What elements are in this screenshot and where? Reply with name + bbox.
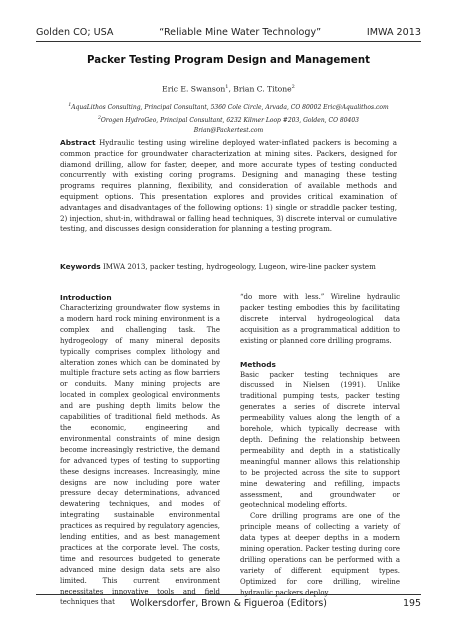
introduction-paragraph: Characterizing groundwater flow systems in a modern hard rock mining environment is a complex and challenging task. The hydrogeology of many mineral deposits typically comprises complex lithology and alteration zones which can be dominated by multiple fracture sets acting as flow barriers or conduits. Many mining projects are located in complex geological environments and are pushing depth limits below the capabilities of traditional field methods. As the economic, engineering and environmental constraints of mine design become increasingly restrictive, the demand for advanced types of testing to supporting these designs increases. Increasingly, mine designs are now including pore water pressure decay determinations, advanced dewatering techniques, and modes of integrating sustainable environmental practices as required by regulatory agencies, lending entities, and as best management practices at the corporate level. The costs, time and resources budgeted to generate advanced mine design data sets are also limited. This current environment necessitates innovative tools and field techniques that (60, 304, 220, 607)
affiliation-1-marker: 1 (68, 103, 72, 108)
author-line (36, 84, 421, 94)
affiliations (36, 101, 421, 137)
keywords-text: IMWA 2013, packer testing, hydrogeology, Lugeon, wire-line packer system (102, 262, 376, 271)
author-2-marker: 2 (291, 84, 295, 90)
affiliation-2-email: Brian@Packertest.com (193, 127, 264, 134)
methods-heading: Methods (240, 359, 276, 369)
abstract-text: Hydraulic testing using wireline deployed water-inflated packers is becoming a common practice for groundwater characterization at mining sites. Packers, designed for diamond drilling, allow for faster, deeper, and more accurate types of testing conducted concurrently with existing coring programs. Designing and managing these testing programs requires planning, flexibility, and consideration of available methods and equipment options. This presentation explores and provides critical examination of advantages and disadvantages of the following options: 1) single or straddle packer testing, 2) injection, shut-in, withdrawal or falling head techniques, 3) discrete interval or cumulative testing, and discusses design consideration for planning a testing program. (60, 138, 397, 234)
right-column (240, 292, 400, 599)
footer-editors: Wolkersdorfer, Brown & Figueroa (Editors) (130, 598, 327, 609)
page-number: 195 (403, 598, 421, 609)
affiliation-2 (36, 114, 421, 127)
running-header (36, 20, 421, 38)
left-column (60, 292, 220, 608)
methods-paragraph-1: Basic packer testing techniques are discussed in Nielsen (1991). Unlike traditional pumping tests, packer testing generates a series of discrete interval permeability values along the length of a borehole, which typically decrease with depth. Defining the relationship between permeability and depth in a statistically meaningful manner allows this relationship to be projected across the site to support mine dewatering and refilling, impacts assessment, and groundwater or geotechnical modeling efforts. (240, 370, 400, 510)
abstract (60, 138, 397, 235)
abstract-label: Abstract (60, 138, 96, 147)
header-conference-name: IMWA 2013 (366, 27, 421, 38)
author-1-marker: 1 (225, 84, 229, 90)
author-2: Brian C. Titone (233, 84, 292, 94)
introduction-continued: “do more with less.” Wireline hydraulic packer testing embodies this by facilitating discrete interval hydrogeological data acquisition as a programmatical addition to existing or planned core drilling programs. (240, 293, 400, 345)
section-spacer (240, 347, 400, 359)
affiliation-2-marker: 2 (97, 115, 101, 121)
affiliation-2-text: Orogen HydroGeo, Principal Consultant, 6232 Kilmer Loop #203, Golden, CO 80403 (100, 116, 360, 124)
paper-title: Packer Testing Program Design and Management (87, 55, 370, 66)
methods-paragraph-2: Core drilling programs are one of the principle means of collecting a variety of data types at deeper depths in a modern mining operation. Packer testing during core drilling operations can be performed with a variety of different equipment types. Optimized for core drilling, wireline hydraulic packers deploy (240, 512, 400, 597)
header-location: Golden CO; USA (36, 27, 114, 38)
affiliation-1-text: AquaLithos Consulting, Principal Consultant, 5360 Cole Circle, Arvada, CO 80002 Eric@Aqualithos.com (71, 104, 389, 111)
author-1: Eric E. Swanson (162, 84, 226, 94)
introduction-heading: Introduction (60, 293, 112, 302)
footer-rule (36, 594, 421, 595)
header-rule (36, 41, 421, 42)
running-footer (36, 598, 421, 614)
keywords-label: Keywords (60, 262, 101, 271)
author-separator: , (228, 84, 234, 94)
affiliation-1 (36, 101, 421, 114)
header-conference-theme: “Reliable Mine Water Technology” (159, 27, 322, 38)
keywords (60, 262, 397, 273)
